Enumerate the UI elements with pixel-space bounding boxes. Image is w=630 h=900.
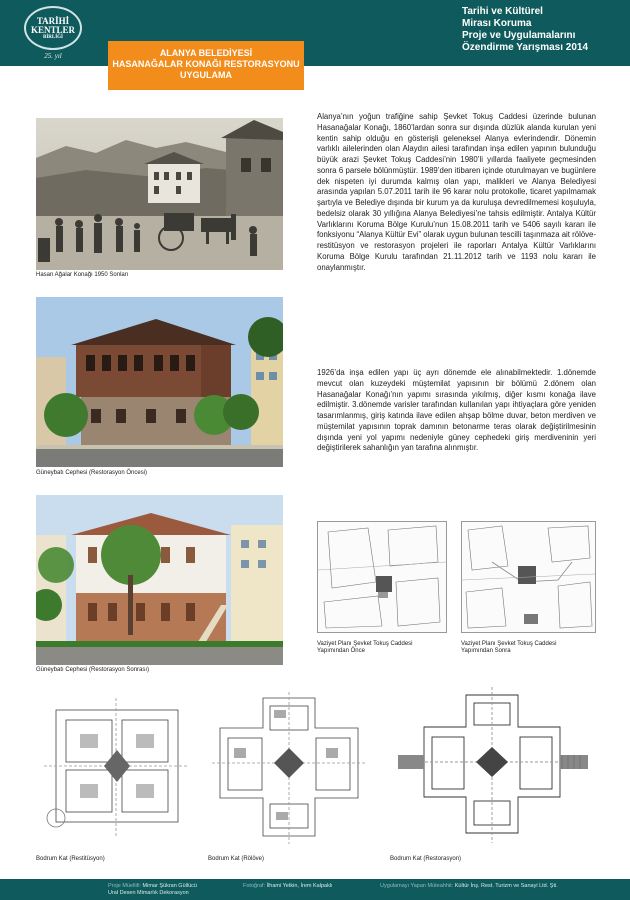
- title-line-3: UYGULAMA: [180, 70, 232, 80]
- logo-line-2: KENTLER: [30, 25, 75, 35]
- site-plan-caption-2a: Vaziyet Planı Şevket Tokuş Caddesi: [461, 641, 557, 647]
- floor-plan-caption-2: Bodrum Kat (Rölöve): [208, 856, 265, 862]
- description-paragraph-1: Alanya’nın yoğun trafiğine sahip Şevket Tokuş Caddesi üzerinde bulunan Hasanağalar Konağı, 1860’lardan sonra sur dışında düzlük alanda kurulan yeni kentin sahip olduğu en gösterişli geleneksel Alanya evlerindendir. Dönemin varlıklı ailelerinden olan Alaydın ailesi tarafından inşa edilen yapının bulunduğu büyük arazi Şevket Tokuş Caddesi’nin 1980’li yıllarda faaliyete geçmesinden sonra 6 parsele bölünmüştür. 1989’den itibaren içinde oturulmayan ve bugünlere dek nispeten iyi durumda kalmış olan yapı, malikleri ve Alanya Belediyesi arasında yapılan 5.07.2011 tarih ile 96 karar nolu protokolle, ticaret yapılmamak şartıyla ve Belediye dışında bir kurum ya da kuruluşa devredilmemesi koşuluyla, bedelsiz olarak 30 yıllığına Alanya Belediyesi’ne tahsis edilmiştir. Antalya Kültür Varlıklarını Koruma Bölge Kurulu’nun 15.08.2011 tarih ve 5406 sayılı kararı ile fonksiyonu “Alanya Kültür Evi” olarak uygun bulunan tescilli taşınmaza ait rölöve- restitüsyon ve restorasyon projeleri ile raporları Antalya Kültür Varlıklarını Koruma Bölge Kurulu tarafından 21.11.2012 tarih ve 1193 nolu kararı ile onaylanmıştır.: [317, 112, 596, 272]
- contest-line-2: Mirası Koruma: [462, 18, 532, 29]
- footer-architect-label: Proje Müellifi:: [108, 883, 142, 889]
- contest-line-1: Tarihi ve Kültürel: [462, 6, 543, 17]
- description-paragraph-2: 1926’da inşa edilen yapı üç ayrı dönemde ele alınabilmektedir. 1.dönemde mevcut olan kuzeydeki müştemilat yapısının bir bölümü 2.dönem olan Hasanağalar Konağı’nın yapımı sırasında yıkılmış, diğer kısmı konağa ilave edilmiştir. 3.dönemde varisler tarafından kullanılan yapı ihtiyaçlara göre yeniden tasarımlanmış, giriş katında ilave edilen ahşap bölme duvar, beton merdiven ve müştemilat yapısının toprak damının betonarme teras olarak değiştirilmesinin dışında yeni yol yapımı nedeniyle güney cephedeki giriş merdiveninin yeri değiştirilerek sahanlığın yan tarafına alınmıştır.: [317, 368, 596, 453]
- site-plan-caption-1b: Yapımından Önce: [317, 648, 365, 654]
- site-plan-after: [461, 521, 596, 633]
- footer-photo-names: İlhami Yetkin, İrem Kalpaklı: [266, 883, 333, 889]
- footer-architect-name: Mimar Şükran Güllücü: [142, 883, 197, 889]
- historic-photo-1950s: [36, 118, 283, 270]
- floor-plan-restoration: [390, 683, 596, 848]
- project-title: [108, 41, 304, 90]
- footer-bar: [0, 879, 630, 900]
- title-line-1: ALANYA BELEDİYESİ: [159, 48, 253, 58]
- logo-line-1: TARİHİ: [36, 16, 70, 26]
- footer-architect-firm: Ural Desen Mimarlık Dekorasyon: [108, 890, 189, 896]
- logo-line-3: BİRLİĞİ: [42, 35, 63, 40]
- floor-plan-restitution: [36, 688, 196, 848]
- footer-photos: [243, 883, 333, 890]
- photo-caption-1: Hasan Ağalar Konağı 1950 Sonları: [36, 272, 129, 278]
- header-bar: [0, 0, 630, 66]
- footer-architect: [108, 883, 197, 897]
- tarihi-kentler-logo: [20, 6, 86, 62]
- footer-photo-label: Fotoğraf:: [243, 883, 266, 889]
- floor-plan-survey: [208, 688, 370, 848]
- site-plan-caption-1a: Vaziyet Planı Şevket Tokuş Caddesi: [317, 641, 413, 647]
- photo-caption-3: Güneybatı Cephesi (Restorasyon Sonrası): [36, 667, 150, 673]
- contest-line-3: Proje ve Uygulamalarını: [462, 30, 576, 41]
- site-plan-caption-2b: Yapımından Sonra: [461, 648, 511, 654]
- floor-plan-caption-1: Bodrum Kat (Restitüsyon): [36, 856, 105, 862]
- floor-plan-caption-3: Bodrum Kat (Restorasyon): [390, 856, 462, 862]
- contest-line-4: Özendirme Yarışması 2014: [462, 42, 589, 53]
- site-plan-before: [317, 521, 447, 633]
- photo-after-restoration: [36, 495, 283, 665]
- footer-builder-name: Kültür İnş. Rest. Turizm ve Sanayi Ltd. Şti.: [454, 883, 558, 889]
- logo-anniversary: 25. yıl: [44, 52, 62, 60]
- footer-builder: [380, 883, 558, 890]
- footer-builder-label: Uygulamayı Yapan Müteahhit:: [380, 883, 454, 889]
- contest-title: [462, 6, 612, 54]
- photo-before-restoration: [36, 297, 283, 467]
- title-line-2: HASANAĞALAR KONAĞI RESTORASYONU: [112, 59, 300, 69]
- photo-caption-2: Güneybatı Cephesi (Restorasyon Öncesi): [36, 470, 148, 476]
